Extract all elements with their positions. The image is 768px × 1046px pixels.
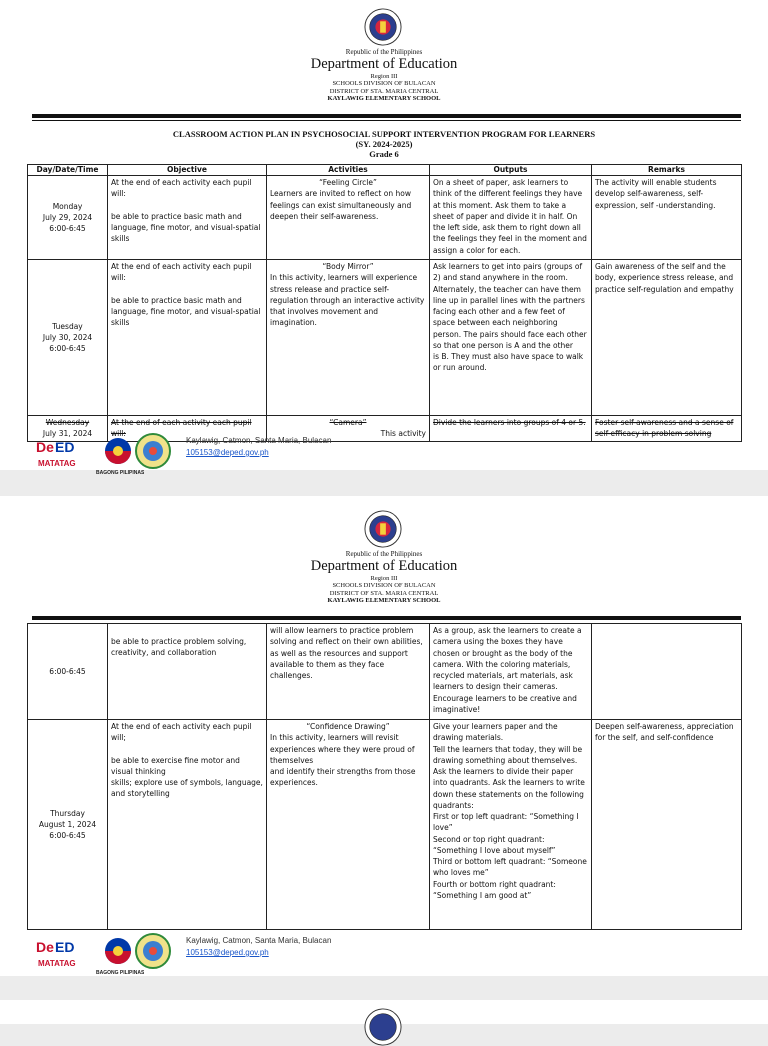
objective-text: At the end of each activity each pupil will: [111, 262, 252, 283]
outputs-text: is B. They must also have space to walk or run around. [433, 352, 584, 373]
activity-title: “Camera” [329, 418, 367, 427]
school-seal-icon [134, 932, 172, 970]
column-header: Objective [108, 165, 267, 176]
time: 6:00-6:45 [49, 224, 86, 234]
school-name: KAYLAWIG ELEMENTARY SCHOOL [327, 95, 441, 103]
outputs-text: Tell the learners that today, they will be drawing something about themselves. [433, 744, 583, 765]
header-divider-thick [32, 114, 741, 118]
table-row [28, 260, 742, 416]
activity-title: “Body Mirror” [322, 262, 374, 271]
objective-text: be able to practice basic math and language, fine motor, and visual-spatial skills [111, 211, 261, 243]
svg-text:MATATAG: MATATAG [38, 459, 76, 468]
republic-label: Republic of the Philippines [345, 550, 423, 558]
day-cell [28, 624, 108, 720]
outputs-cell [430, 260, 592, 416]
activity-cell [267, 720, 430, 930]
activity-title: “Feeling Circle” [319, 178, 377, 187]
department-name: Department of Education [310, 56, 458, 73]
outputs-text: Ask learners to get into pairs (groups of 2) and stand anywhere in the room. Alternately, the teacher can have them line up in parallel lines with the partners facing each other and a few feet of space between each neighboring person. The pairs should face each other so that one person is A and the other [433, 262, 587, 350]
school-name: KAYLAWIG ELEMENTARY SCHOOL [327, 597, 441, 605]
svg-text:De: De [36, 939, 54, 955]
division-label: SCHOOLS DIVISION OF BULACAN [332, 80, 436, 88]
outputs-text: Ask the learners to divide their paper into quadrants. Ask the learners to write down these statements on the following quadrants: [433, 767, 585, 810]
school-seal-icon [134, 432, 172, 470]
footer-email-link[interactable]: 105153@deped.gov.ph [186, 948, 269, 957]
date: August 1, 2024 [38, 819, 97, 829]
outputs-text: First or top left quadrant: “Something I love” [433, 812, 579, 833]
day-name: Wednesday [45, 418, 90, 427]
objective-text: and storytelling [111, 789, 170, 799]
day-cell [28, 260, 108, 416]
date: July 29, 2024 [42, 212, 93, 222]
page-footer [30, 432, 430, 482]
column-header: Day/Date/Time [28, 165, 108, 176]
document-page-2 [0, 496, 768, 976]
outputs-text: Fourth or bottom right quadrant: “Something I am good at” [433, 879, 556, 900]
district-label: DISTRICT OF STA. MARIA CENTRAL [329, 589, 439, 597]
objective-cell [108, 176, 267, 260]
letterhead [0, 550, 768, 605]
remarks-cell: Gain awareness of the self and the body, experience stress release, and practice self-regulation and empathy [592, 260, 742, 416]
day-cell [28, 720, 108, 930]
deped-seal-icon [364, 510, 402, 548]
footer-email-link[interactable]: 105153@deped.gov.ph [186, 448, 269, 457]
remarks-cell: Foster self-awareness and a sense of self-efficacy in problem solving [592, 416, 742, 442]
date: July 31, 2024 [42, 429, 93, 439]
column-header: Outputs [430, 165, 592, 176]
title-line-2: (SY. 2024-2025) [355, 139, 413, 150]
column-header: Activities [267, 165, 430, 176]
activity-cell: will allow learners to practice problem solving and reflect on their own abilities, as well as the resources and support available to them as they face challenges. [267, 624, 430, 720]
svg-text:BAGONG PILIPINAS: BAGONG PILIPINAS [96, 970, 144, 976]
column-header: Remarks [592, 165, 742, 176]
remarks-cell: Deepen self-awareness, appreciation for the self, and self-confidence [592, 720, 742, 930]
department-name: Department of Education [310, 558, 458, 575]
region-label: Region III [370, 574, 398, 582]
footer-address: Kaylawig, Catmon, Santa Maria, Bulacan [186, 436, 332, 445]
objective-text: At the end of each activity each pupil will; [111, 722, 252, 743]
table-header-row [28, 165, 742, 176]
plan-title [0, 129, 768, 160]
activity-text: In this activity, learners will revisit experiences where they were proud of themselves [270, 733, 415, 765]
svg-text:De: De [36, 439, 54, 455]
objective-cell: At the end of each activity each pupil will: [108, 416, 267, 442]
activity-cell [267, 176, 430, 260]
activity-text: This activity [380, 429, 426, 439]
deped-seal-icon [364, 1008, 402, 1046]
outputs-text: Second or top right quadrant: “Something I love about myself” [433, 834, 556, 855]
svg-text:ED: ED [55, 939, 75, 955]
outputs-cell [430, 720, 592, 930]
outputs-text: Give your learners paper and the drawing materials. [433, 722, 558, 743]
deped-matatag-logo-icon [34, 936, 90, 976]
action-plan-table [27, 164, 742, 442]
day-name: Tuesday [52, 321, 83, 331]
republic-label: Republic of the Philippines [345, 48, 423, 56]
title-line-3: Grade 6 [369, 149, 399, 160]
outputs-cell: On a sheet of paper, ask learners to think of the different feelings they have at this moment. Ask them to take a sheet of paper and divide it in half. On the left side, ask them to right down all the feelings they feel in the moment and assign a color for each. [430, 176, 592, 260]
table-row [28, 720, 742, 930]
activity-title: “Confidence Drawing” [306, 722, 390, 731]
svg-text:BAGONG PILIPINAS: BAGONG PILIPINAS [96, 470, 144, 476]
title-line-1: CLASSROOM ACTION PLAN IN PSYCHOSOCIAL SUPPORT INTERVENTION PROGRAM FOR LEARNERS [172, 129, 596, 139]
objective-text: At the end of each activity each pupil will: [111, 178, 252, 199]
svg-text:MATATAG: MATATAG [38, 959, 76, 968]
table-row [28, 624, 742, 720]
activity-text: In this activity, learners will experience stress release and practice self-regulation through an interactive activity that involves movement and imagination. [270, 273, 425, 328]
action-plan-table-continued [27, 623, 742, 930]
page-footer [30, 932, 430, 982]
objective-cell [108, 720, 267, 930]
document-page-1 [0, 0, 768, 476]
outputs-cell: As a group, ask the learners to create a camera using the boxes they have chosen or brought as the body of the camera. With the coloring materials, recycled materials, art materials, ask learners to design their cameras. Encourage learners to be creative and imaginative! [430, 624, 592, 720]
activity-text: Learners are invited to reflect on how feelings can exist simultaneously and deepen their self-awareness. [270, 189, 412, 221]
letterhead [0, 48, 768, 103]
document-page-3 [0, 1000, 768, 1024]
objective-text: be able to exercise fine motor and visual thinking [111, 755, 240, 776]
outputs-cell: Divide the learners into groups of 4 or 5. [430, 416, 592, 442]
date: July 30, 2024 [42, 332, 93, 342]
objective-cell [108, 260, 267, 416]
table-row [28, 176, 742, 260]
remarks-cell [592, 624, 742, 720]
time: 6:00-6:45 [49, 666, 86, 676]
svg-text:ED: ED [55, 439, 75, 455]
day-name: Thursday [50, 808, 85, 818]
header-divider-thick [32, 616, 741, 620]
deped-matatag-logo-icon [34, 436, 90, 476]
activity-text: and identify their strengths from those experiences. [270, 767, 416, 788]
objective-text: skills; explore use of symbols, language, [111, 778, 263, 787]
deped-seal-icon [364, 8, 402, 46]
day-cell [28, 176, 108, 260]
objective-text: be able to practice problem solving, creativity, and collaboration [111, 637, 247, 658]
outputs-text: Third or bottom left quadrant: “Someone who loves me” [433, 857, 587, 878]
footer-address: Kaylawig, Catmon, Santa Maria, Bulacan [186, 936, 332, 945]
time: 6:00-6:45 [49, 344, 86, 354]
objective-text: be able to practice basic math and language, fine motor, and visual-spatial skills [111, 295, 261, 327]
division-label: SCHOOLS DIVISION OF BULACAN [332, 582, 436, 590]
region-label: Region III [370, 72, 398, 80]
time: 6:00-6:45 [49, 831, 86, 841]
objective-cell [108, 624, 267, 720]
activity-cell [267, 260, 430, 416]
day-name: Monday [52, 201, 83, 211]
header-divider-thin [32, 120, 741, 121]
remarks-cell: The activity will enable students develop self-awareness, self-expression, self -understanding. [592, 176, 742, 260]
district-label: DISTRICT OF STA. MARIA CENTRAL [329, 87, 439, 95]
